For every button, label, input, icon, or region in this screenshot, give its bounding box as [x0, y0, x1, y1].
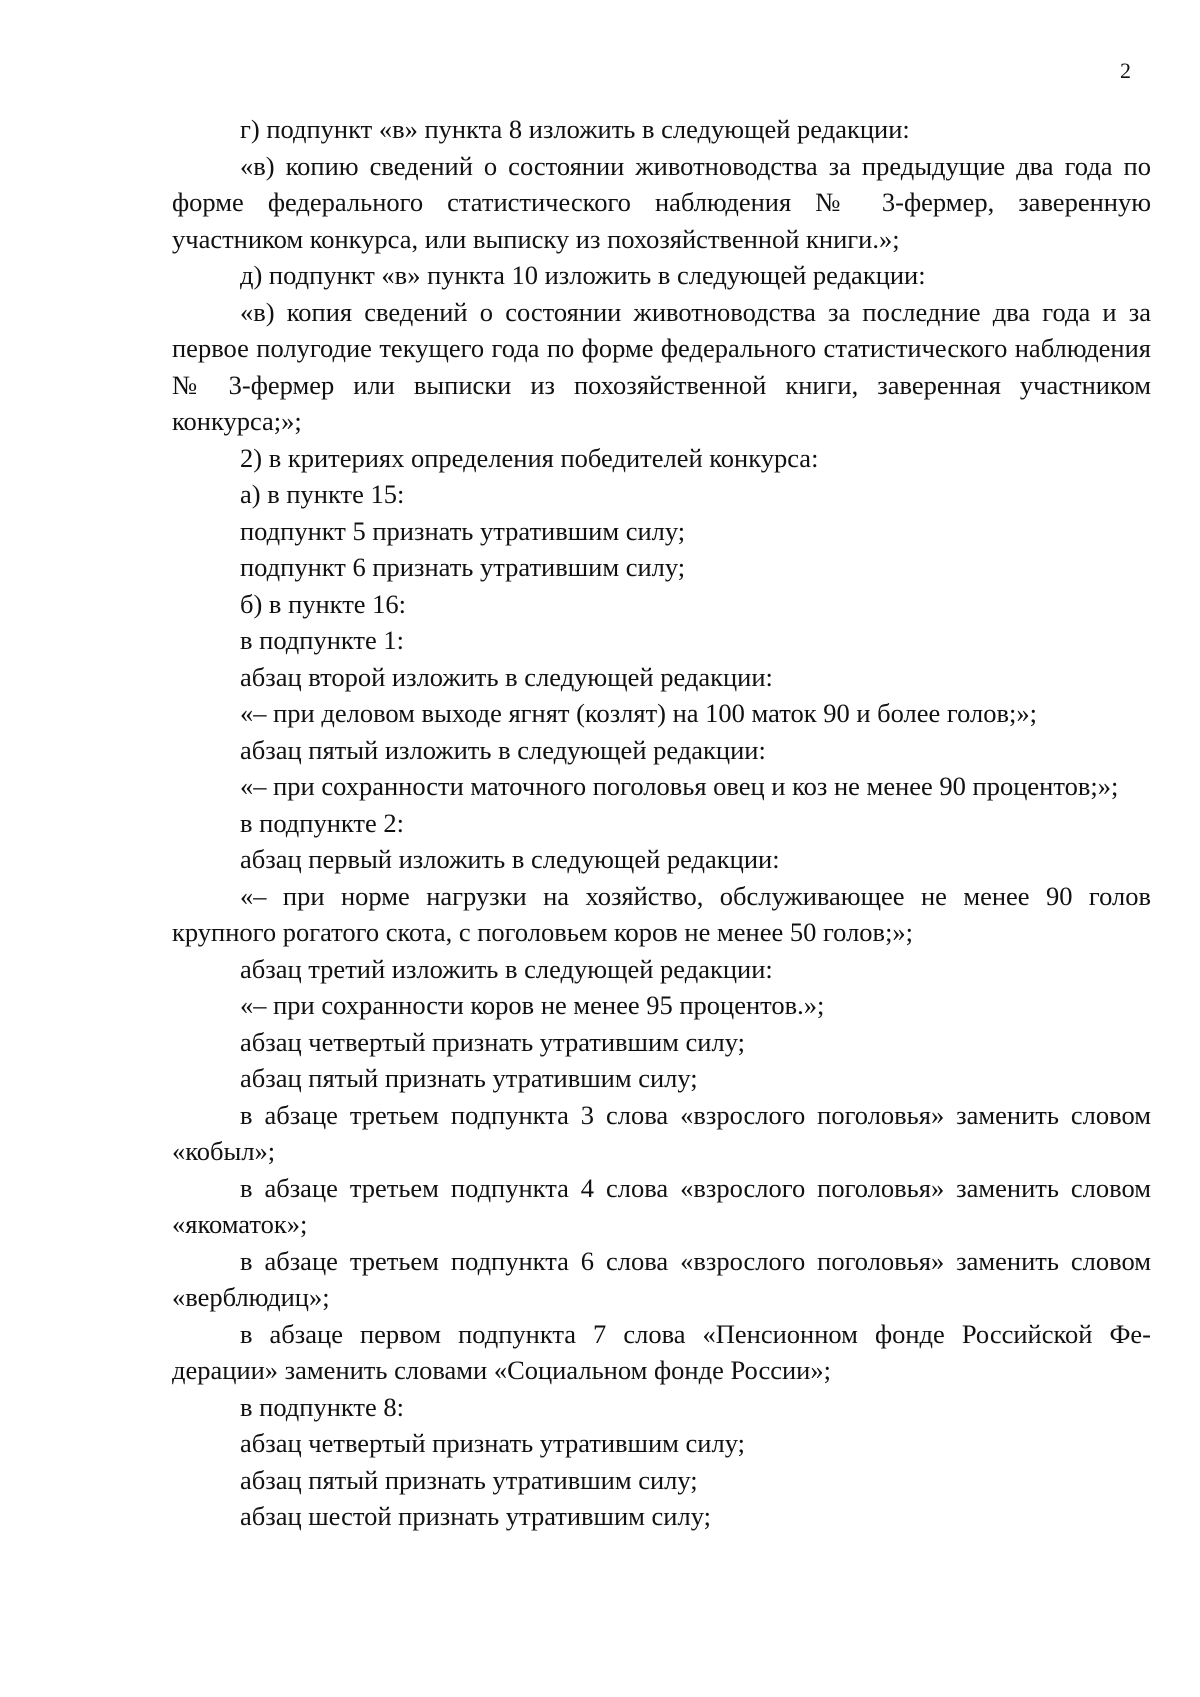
paragraph: абзац четвертый признать утратившим силу;: [240, 1428, 745, 1458]
paragraph: в абзаце третьем подпункта 4 слова «взрослого поголовья» заменить словом «якоматок»;: [172, 1172, 1151, 1239]
paragraph: подпункт 6 признать утратившим силу;: [240, 552, 686, 582]
paragraph: абзац первый изложить в следующей редакции:: [240, 844, 780, 874]
paragraph: в абзаце третьем подпункта 6 слова «взрослого поголовья» заменить словом «верблюдиц»;: [172, 1245, 1151, 1312]
paragraph: абзац третий изложить в следующей редакции:: [240, 953, 773, 984]
paragraph: «в) копию сведений о состоянии животноводства за предыдущие два года по форме федерального статистического наблюдения № 3-фермер, заверенную участником конкурса, или выписку из похозяйственной книги.»;: [172, 150, 1151, 254]
paragraph: в подпункте 8:: [240, 1391, 405, 1422]
paragraph: абзац пятый изложить в следующей редакции:: [240, 734, 766, 765]
paragraph: «– при норме нагрузки на хозяйство, обслуживающее не менее 90 голов крупного рогатого скота, с поголовьем коров не менее 50 голов;»;: [172, 880, 1151, 947]
paragraph: д) подпункт «в» пункта 10 изложить в следующей редакции:: [240, 260, 926, 290]
paragraph: «– при сохранности маточного поголовья овец и коз не менее 90 процентов;»;: [240, 771, 1119, 801]
paragraph: 2) в критериях определения победителей конкурса:: [240, 442, 819, 473]
paragraph: абзац пятый признать утратившим силу;: [240, 1063, 698, 1093]
page-number: 2: [1120, 58, 1131, 83]
paragraph: г) подпункт «в» пункта 8 изложить в следующей редакции:: [240, 114, 910, 144]
paragraph: в подпункте 2:: [240, 807, 405, 838]
paragraph: «– при деловом выходе ягнят (козлят) на 100 маток 90 и более голов;»;: [240, 698, 1037, 728]
paragraph: а) в пункте 15:: [240, 479, 405, 509]
paragraph: «– при сохранности коров не менее 95 процентов.»;: [240, 990, 825, 1020]
paragraph: абзац шестой признать утратившим силу;: [240, 1501, 711, 1531]
paragraph: в абзаце первом подпункта 7 слова «Пенсионном фонде Российской Федерации» заменить словами «Социальном фонде России»;: [172, 1318, 1151, 1385]
paragraph: в подпункте 1:: [240, 625, 405, 655]
document-body: [172, 111, 1151, 1535]
paragraph: абзац пятый признать утратившим силу;: [240, 1464, 698, 1495]
paragraph: б) в пункте 16:: [240, 588, 407, 619]
paragraph: абзац второй изложить в следующей редакции:: [240, 661, 773, 692]
paragraph: в абзаце третьем подпункта 3 слова «взрослого поголовья» заменить словом «кобыл»;: [172, 1099, 1151, 1166]
paragraph: «в) копия сведений о состоянии животноводства за последние два года и за первое полугодие текущего года по форме федерального статистического наблюдения № 3-фермер или выписки из похозяйственной книги, заверенная участником конкурса;»;: [172, 296, 1151, 436]
paragraph: абзац четвертый признать утратившим силу;: [240, 1026, 745, 1057]
paragraph: подпункт 5 признать утратившим силу;: [240, 515, 686, 546]
